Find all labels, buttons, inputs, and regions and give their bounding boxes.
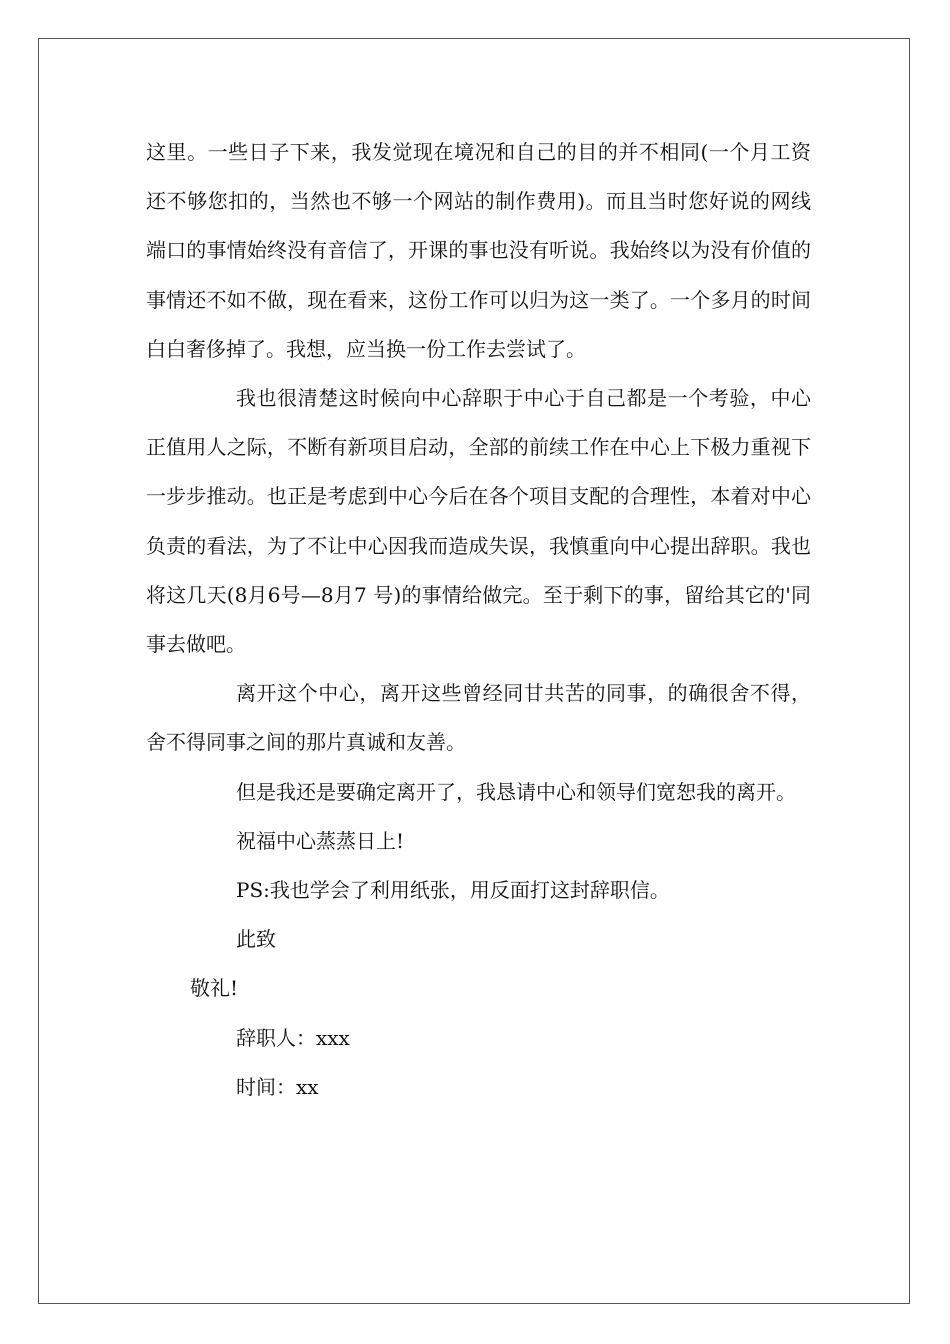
letter-paragraph-2: 我也很清楚这时候向中心辞职于中心于自己都是一个考验，中心正值用人之际，不断有新项目启动，全部的前续工作在中心上下极力重视下一步步推动。也正是考虑到中心今后在各个项目支配的合理性，本着对中心负责的看法，为了不让中心因我而造成失误，我慎重向中心提出辞职。我也将这几天(8月6号—8月7 号)的事情给做完。至于剩下的事，留给其它的'同事去做吧。: [146, 386, 811, 657]
letter-salutation: 敬礼!: [190, 976, 239, 1001]
letter-body: [146, 128, 811, 1112]
letter-paragraph-4: 但是我还是要确定离开了，我恳请中心和领导们宽恕我的离开。: [236, 779, 796, 804]
letter-closing: 此致: [236, 927, 276, 952]
letter-wish: 祝福中心蒸蒸日上!: [236, 828, 405, 853]
letter-date: 时间：xx: [236, 1074, 319, 1099]
letter-paragraph-1: 这里。一些日子下来，我发觉现在境况和自己的目的并不相同(一个月工资还不够您扣的，当然也不够一个网站的制作费用)。而且当时您好说的网线端口的事情始终没有音信了，开课的事也没有听说。我始终以为没有价值的事情还不如不做，现在看来，这份工作可以归为这一类了。一个多月的时间白白奢侈掉了。我想，应当换一份工作去尝试了。: [146, 140, 811, 361]
letter-resigner: 辞职人：xxx: [236, 1025, 350, 1050]
letter-postscript: PS:我也学会了利用纸张，用反面打这封辞职信。: [236, 878, 670, 903]
letter-paragraph-3: 离开这个中心，离开这些曾经同甘共苦的同事，的确很舍不得，舍不得同事之间的那片真诚和友善。: [146, 681, 811, 755]
